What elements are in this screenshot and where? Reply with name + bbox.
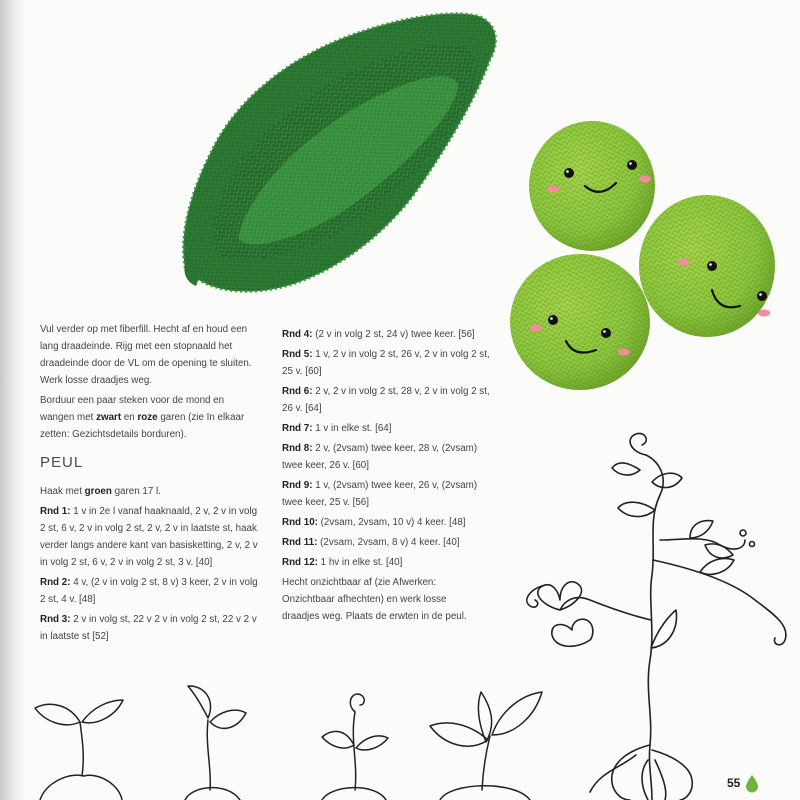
text-line (282, 420, 497, 437)
round-label: Rnd 7: (282, 422, 313, 434)
text-line (40, 355, 272, 372)
text-segment: Vul verder op met fiberfill. Hecht af en houd een (40, 323, 248, 335)
text-line (40, 392, 272, 409)
leaf (322, 731, 354, 748)
heart-leaf (538, 582, 582, 610)
section-heading: PEUL (40, 454, 84, 471)
leaf (210, 710, 246, 728)
pea-texture (510, 254, 650, 390)
pod-pattern-rounds (40, 483, 272, 645)
right-cheek (758, 310, 770, 317)
left-eye-highlight (709, 263, 712, 266)
text-segment: garen (zie In elkaar (157, 411, 245, 423)
round-label: Rnd 5: (282, 348, 313, 360)
instruction-paragraph (40, 392, 272, 443)
leaf (705, 544, 733, 558)
text-line (282, 591, 497, 608)
right-branch (660, 539, 745, 549)
text-line (282, 400, 497, 417)
leaf (612, 463, 640, 475)
text-line (40, 554, 272, 571)
text-line (282, 534, 497, 551)
leaf (700, 559, 734, 575)
text-segment: en (121, 411, 138, 423)
bold-term: roze (137, 411, 158, 423)
text-segment: twee keer, 26 v. [60] (282, 459, 369, 471)
round-instruction (282, 383, 497, 417)
leaf (188, 686, 211, 718)
text-line (282, 608, 497, 625)
text-segment: twee keer, 25 v. [56] (282, 496, 369, 508)
left-eye (564, 168, 574, 178)
green-drop-icon (746, 775, 758, 793)
left-eye (707, 261, 717, 271)
text-segment: draadjes weg. Plaats de erwten in de peul. (282, 610, 467, 622)
round-label: Rnd 2: (40, 576, 71, 588)
right-eye-highlight (629, 162, 632, 165)
text-segment: Haak met (40, 485, 85, 497)
text-line (282, 440, 497, 457)
text-segment: Borduur een paar steken voor de mond en (40, 394, 225, 406)
crochet-pea-pod (183, 13, 495, 291)
crochet-pea-bottom (510, 254, 650, 390)
heart-leaf (552, 619, 593, 646)
right-cheek (639, 176, 651, 183)
leaf (35, 704, 80, 724)
text-segment: 2 v in volg st, 22 v 2 v in volg 2 st, 22 v 2 v (70, 613, 257, 625)
bold-term: groen (84, 485, 112, 497)
text-segment: 1 hv in elke st. [40] (317, 556, 403, 568)
root (652, 750, 692, 800)
text-segment: Hecht onzichtbaar af (zie Afwerken: (282, 576, 437, 588)
text-segment: 1 v, 2 v in volg 2 st, 26 v, 2 v in volg 2 st, (312, 348, 490, 360)
tendril-curl (527, 585, 545, 607)
leaf (82, 700, 123, 723)
round-label: Rnd 1: (40, 505, 71, 517)
text-line (282, 574, 497, 591)
round-label: Rnd 6: (282, 385, 313, 397)
round-instruction (282, 574, 497, 625)
text-segment: 2 v, (2vsam) twee keer, 28 v, (2vsam) (312, 442, 478, 454)
round-instruction (282, 534, 497, 551)
text-line (40, 520, 272, 537)
pea-texture (529, 121, 655, 251)
text-line (282, 514, 497, 531)
root (642, 760, 648, 800)
right-eye (627, 160, 637, 170)
round-instruction (282, 477, 497, 511)
bud (740, 530, 746, 536)
round-label: Rnd 11: (282, 536, 318, 548)
round-label: Rnd 9: (282, 479, 313, 491)
text-line (40, 426, 272, 443)
soil-mound (185, 788, 240, 800)
round-instruction (40, 611, 272, 645)
leaf (690, 521, 713, 538)
text-line (282, 477, 497, 494)
text-segment: 2 st, 4 v. [48] (40, 593, 96, 605)
instruction-paragraph (40, 321, 272, 389)
page-number: 55 (727, 776, 741, 790)
text-line (282, 346, 497, 363)
stem (207, 720, 210, 790)
leaf (618, 502, 655, 516)
soil-mound (40, 775, 122, 800)
left-eye-highlight (566, 170, 569, 173)
leaf (651, 610, 676, 648)
text-line (40, 611, 272, 628)
leaf (356, 736, 388, 750)
soil-mound (322, 788, 386, 800)
bold-term: zwart (96, 411, 122, 423)
bud (750, 542, 755, 547)
text-segment: 2 st, 6 v, 2 v in volg 2 st, 2 v, 2 v in laatste st, haak (40, 522, 257, 534)
left-cheek (547, 186, 559, 193)
stem (80, 722, 83, 776)
text-segment: in volg 2 st, 6 v, 2 v in volg 2 st, 3 v. [40] (40, 556, 213, 568)
text-segment: (2 v in volg 2 st, 24 v) twee keer. [56] (312, 328, 475, 340)
stem (353, 712, 355, 790)
crochet-pea-top (529, 121, 655, 251)
crochet-pea-right (639, 195, 775, 337)
text-line (40, 591, 272, 608)
left-branch (560, 598, 651, 620)
text-line (40, 372, 272, 389)
right-eye (757, 291, 767, 301)
text-line (40, 537, 272, 554)
left-eye-highlight (550, 317, 553, 320)
text-line (282, 554, 497, 571)
text-segment: Werk losse draadjes weg. (40, 374, 152, 386)
round-instruction (40, 483, 272, 500)
round-instruction (40, 503, 272, 571)
seedling-drawing-4 (430, 692, 542, 800)
round-instruction (282, 346, 497, 380)
text-line (40, 574, 272, 591)
seedling-drawing-2 (185, 686, 246, 800)
left-eye (548, 315, 558, 325)
curl (350, 694, 364, 712)
left-text-column (40, 321, 272, 648)
leaf (430, 723, 488, 746)
text-line (40, 409, 272, 426)
right-text-column (282, 326, 497, 628)
pod-pattern-rounds-continued (282, 326, 497, 625)
round-label: Rnd 10: (282, 516, 318, 528)
right-eye-highlight (603, 330, 606, 333)
round-instruction (282, 554, 497, 571)
round-label: Rnd 4: (282, 328, 313, 340)
round-instruction (282, 420, 497, 437)
text-segment: 1 v in 2e l vanaf haaknaald, 2 v, 2 v in volg (70, 505, 258, 517)
round-label: Rnd 3: (40, 613, 71, 625)
round-instruction (282, 326, 497, 343)
text-line (282, 326, 497, 343)
text-segment: 25 v. [60] (282, 365, 322, 377)
text-segment: 4 v, (2 v in volg 2 st, 8 v) 3 keer, 2 v in volg (70, 576, 258, 588)
text-line (40, 628, 272, 645)
round-label: Rnd 8: (282, 442, 313, 454)
right-eye (601, 328, 611, 338)
text-segment: 1 v in elke st. [64] (312, 422, 392, 434)
text-line (40, 338, 272, 355)
text-line (282, 494, 497, 511)
stem (482, 736, 490, 790)
text-segment: lang draadeinde. Rijg met een stopnaald het (40, 340, 233, 352)
round-instruction (282, 440, 497, 474)
finishing-instructions (40, 321, 272, 443)
round-instruction (282, 514, 497, 531)
text-segment: garen 17 l. (111, 485, 161, 497)
leaf (492, 692, 542, 735)
round-instruction (40, 574, 272, 608)
text-segment: zetten: Gezichtsdetails borduren). (40, 428, 187, 440)
text-line (282, 363, 497, 380)
right-eye-highlight (759, 293, 762, 296)
seedling-drawing-1 (35, 700, 123, 800)
top-curl (630, 433, 646, 455)
text-line (40, 483, 272, 500)
text-segment: verder langs andere kant van basisketting, 2 v, 2 v (40, 539, 258, 551)
text-segment: 2 v, 2 v in volg 2 st, 28 v, 2 v in volg 2 st, (312, 385, 490, 397)
root (655, 760, 666, 800)
text-segment: wangen met (40, 411, 97, 423)
pea-plant-drawing (527, 433, 786, 800)
round-label: Rnd 12: (282, 556, 318, 568)
soil-mound (440, 786, 530, 800)
text-line (282, 457, 497, 474)
leaf (652, 473, 682, 487)
text-segment: draadeinde door de VL om de opening te sluiten. (40, 357, 252, 369)
text-segment: 26 v. [64] (282, 402, 322, 414)
text-segment: 1 v, (2vsam) twee keer, 26 v, (2vsam) (312, 479, 478, 491)
text-line (282, 383, 497, 400)
text-segment: (2vsam, 2vsam, 8 v) 4 keer. [40] (317, 536, 460, 548)
seedling-drawing-3 (322, 694, 388, 800)
right-cheek (618, 349, 630, 356)
text-line (40, 503, 272, 520)
text-segment: Onzichtbaar afhechten) en werk losse (282, 593, 447, 605)
text-segment: in laatste st [52] (40, 630, 109, 642)
text-line (40, 321, 272, 338)
left-cheek (530, 325, 542, 332)
left-cheek (678, 259, 690, 266)
text-segment: (2vsam, 2vsam, 10 v) 4 keer. [48] (317, 516, 466, 528)
